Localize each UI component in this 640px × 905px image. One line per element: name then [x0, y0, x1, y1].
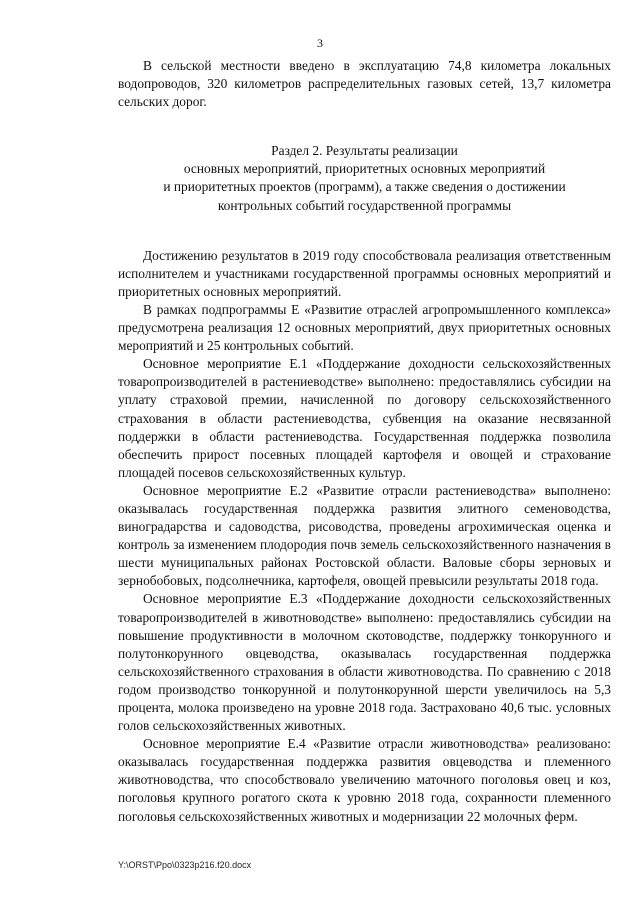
section-heading-line: и приоритетных проектов (программ), а также сведения о достижении: [163, 179, 566, 195]
body-paragraph: Основное мероприятие Е.4 «Развитие отрасли животноводства» реализовано: оказывалась государственная поддержка развития овцеводства и племенного животноводства, что способствовало увеличению маточного поголовья овец и коз, поголовья крупного рогатого скота к уровню 2018 года, сохранности племенного поголовья сельскохозяйственных животных и модернизации 22 молочных ферм.: [118, 736, 611, 824]
body-paragraph: Основное мероприятие Е.1 «Поддержание доходности сельскохозяйственных товаропроизводителей в растениеводстве» выполнено: предоставлялись субсидии на уплату страховой премии, начисленной по договору сельскохозяйственного страхования в области растениеводства, субвенция на оказание несвязанной поддержки в области растениеводства. Государственная поддержка позволила обеспечить прирост посевных площадей картофеля и овощей и страхование площадей посевов сельскохозяйственных культур.: [118, 356, 611, 480]
page-number: 3: [317, 36, 323, 50]
body-paragraph: Основное мероприятие Е.3 «Поддержание доходности сельскохозяйственных товаропроизводителей в животноводстве» выполнено: предоставлялись субсидии на повышение продуктивности в молочном скотоводстве, поддержку тонкорунного и полутонкорунного овцеводства, оказывалась государственная поддержка сельскохозяйственного страхования в области животноводства. По сравнению с 2018 годом производство тонкорунной и полутонкорунной шерсти увеличилось на 5,3 процента, молока произведено на уровне 2018 года. Застраховано 40,6 тыс. условных голов сельскохозяйственных животных.: [118, 591, 611, 734]
document-body: [118, 57, 611, 826]
body-paragraph: Достижению результатов в 2019 году способствовала реализация ответственным исполнителем и участниками государственной программы основных мероприятий и приоритетных основных мероприятий.: [118, 247, 611, 299]
body-paragraph: В рамках подпрограммы Е «Развитие отраслей агропромышленного комплекса» предусмотрена реализация 12 основных мероприятий, двух приоритетных основных мероприятий и 25 контрольных событий.: [118, 301, 611, 354]
section-heading-line: основных мероприятий, приоритетных основных мероприятий: [183, 161, 546, 177]
section-heading-line: Раздел 2. Результаты реализации: [271, 143, 458, 159]
section-heading-line: контрольных событий государственной программы: [217, 197, 512, 213]
body-paragraph: Основное мероприятие Е.2 «Развитие отрасли растениеводства» выполнено: оказывалась государственная поддержка развития элитного семеноводства, виноградарства и садоводства, рисоводства, проведены агрохимическая оценка и контроль за изменением плодородия почв земель сельскохозяйственного назначения в шести муниципальных районах Ростовской области. Валовые сборы зерновых и зернобобовых, подсолнечника, картофеля, овощей превысили результаты 2018 года.: [118, 482, 611, 589]
section-heading: [118, 142, 611, 214]
footer-file-path: Y:\ORST\Ppo\0323p216.f20.docx: [118, 860, 252, 870]
intro-paragraph: В сельской местности введено в эксплуатацию 74,8 километра локальных водопроводов, 320 километров распределительных газовых сетей, 13,7 километра сельских дорог.: [118, 58, 611, 110]
